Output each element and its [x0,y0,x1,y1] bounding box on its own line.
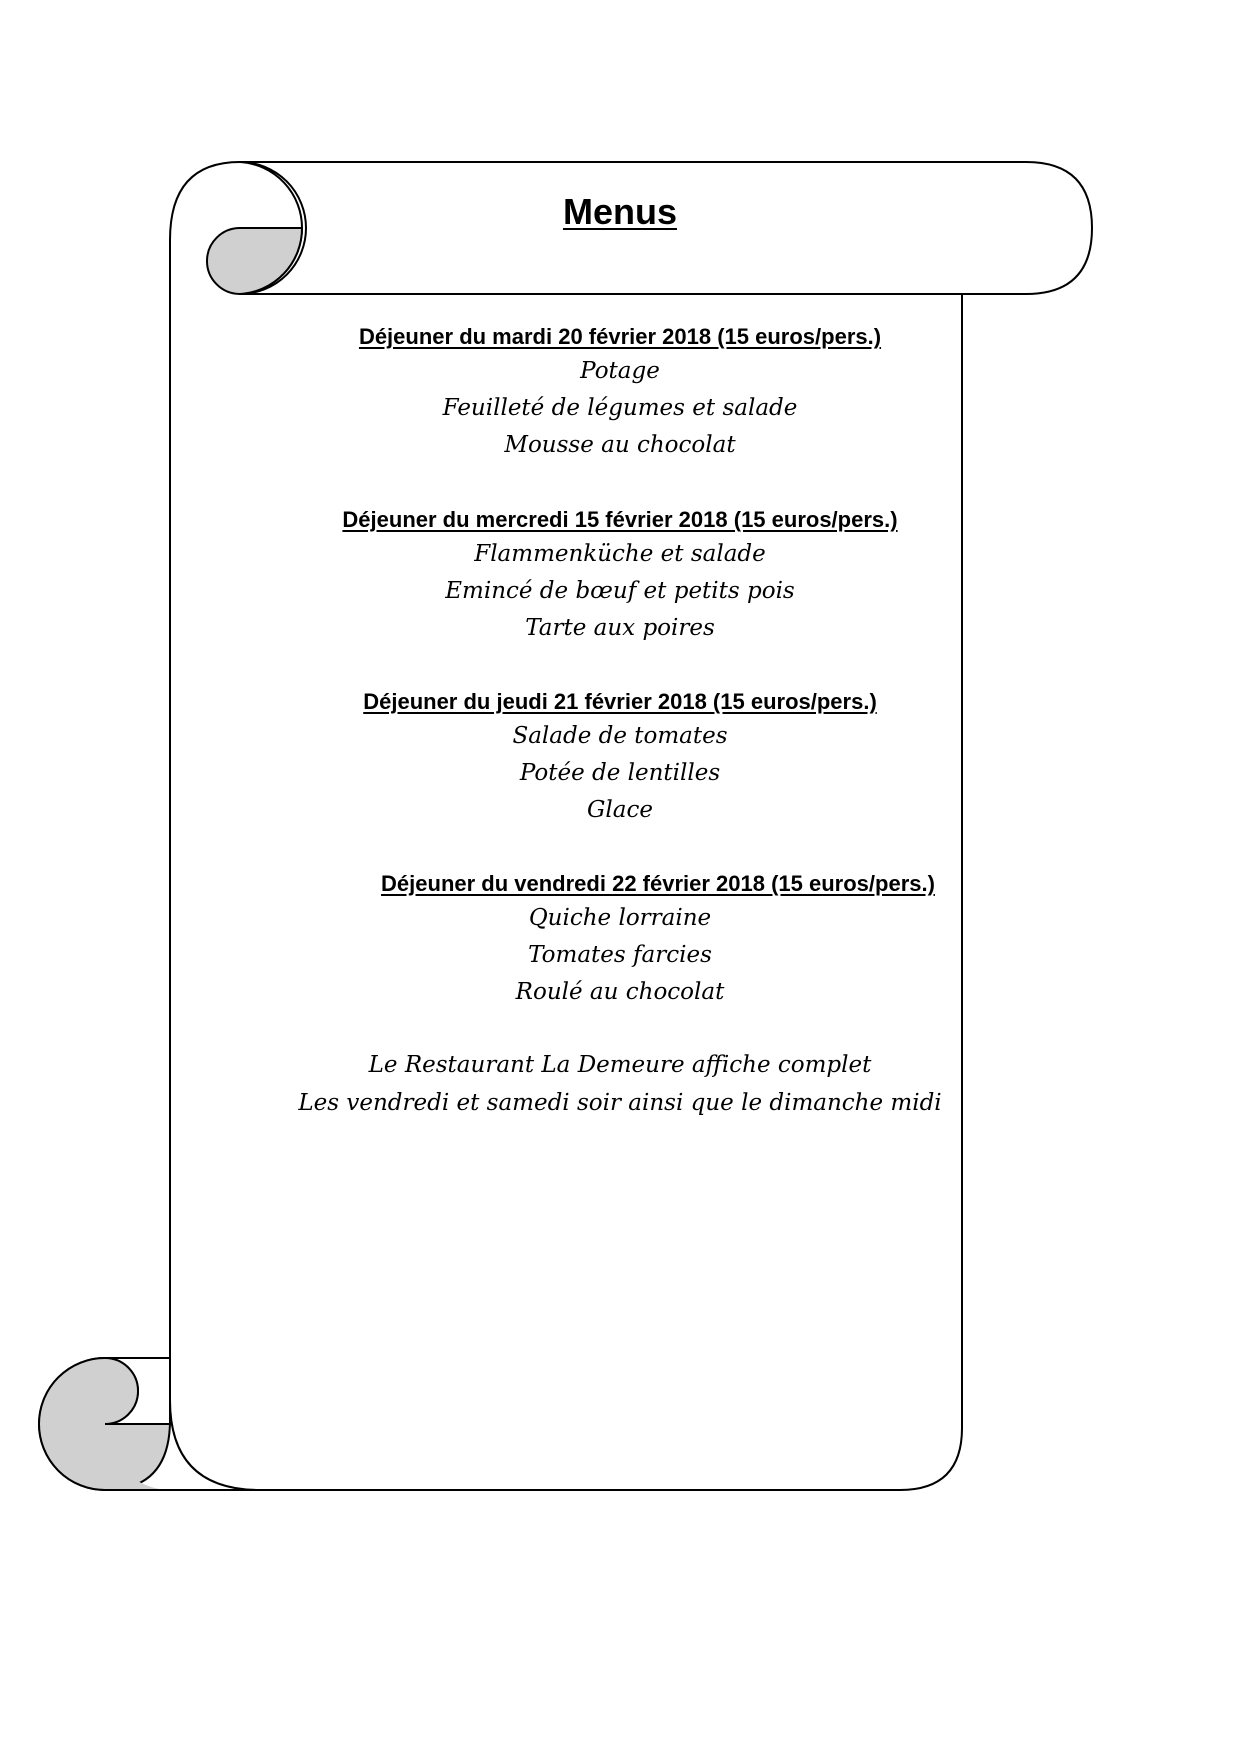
closing-note [0,1046,1240,1122]
menu-tuesday [0,323,1240,464]
note-line-full: Le Restaurant La Demeure affiche complet [368,1052,872,1078]
dish-dessert: Roulé au chocolat [515,979,725,1005]
dish-starter: Quiche lorraine [528,905,712,931]
menu-friday [38,870,1240,1011]
dish-main: Tomates farcies [528,942,712,968]
note-line-days: Les vendredi et samedi soir ainsi que le dimanche midi [298,1090,942,1116]
dish-starter: Flammenküche et salade [474,541,766,567]
dish-main: Feuilleté de légumes et salade [442,395,798,421]
menu-heading: Déjeuner du vendredi 22 février 2018 (15 euros/pers.) [381,871,935,896]
dish-main: Potée de lentilles [519,760,721,786]
menu-wednesday [0,506,1240,647]
dish-dessert: Tarte aux poires [525,615,715,641]
menu-heading: Déjeuner du mercredi 15 février 2018 (15 euros/pers.) [342,507,898,532]
menu-thursday [0,688,1240,829]
dish-starter: Salade de tomates [512,723,728,749]
dish-dessert: Glace [587,797,653,823]
dish-starter: Potage [580,358,660,384]
menu-heading: Déjeuner du jeudi 21 février 2018 (15 euros/pers.) [363,689,877,714]
dish-dessert: Mousse au chocolat [504,432,736,458]
page-title: Menus [562,191,677,232]
dish-main: Emincé de bœuf et petits pois [445,578,795,604]
menu-heading: Déjeuner du mardi 20 février 2018 (15 euros/pers.) [358,324,882,349]
